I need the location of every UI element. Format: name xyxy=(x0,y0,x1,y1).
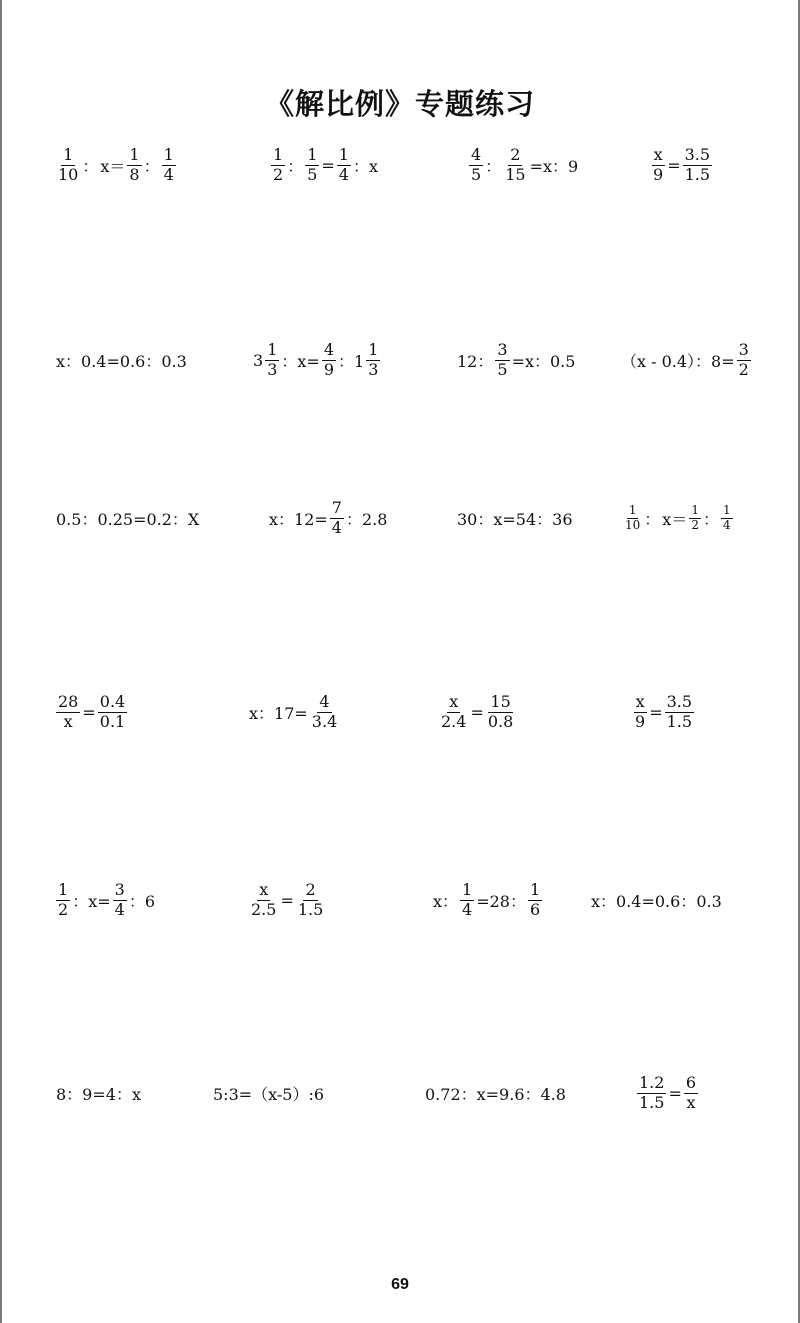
fraction-denominator: 2 xyxy=(273,164,284,184)
fraction xyxy=(366,341,380,379)
fraction-denominator: 2 xyxy=(691,517,699,532)
fraction-denominator: 4 xyxy=(722,517,731,532)
fraction-denominator: 1.5 xyxy=(639,1092,665,1112)
fraction-denominator: 0.8 xyxy=(487,711,514,731)
fraction-denominator: 0.1 xyxy=(99,711,126,731)
fraction-numerator: 6 xyxy=(685,1073,697,1093)
fraction xyxy=(113,881,127,919)
expression-text: 12： xyxy=(457,351,494,371)
fraction xyxy=(651,146,665,184)
problem-10 xyxy=(268,488,388,548)
page-edge-left xyxy=(0,0,2,1323)
expression-text: 3 xyxy=(253,350,264,370)
fraction-denominator: 1.5 xyxy=(666,711,693,731)
problem-7 xyxy=(456,330,576,390)
fraction-denominator: 3.4 xyxy=(311,711,338,731)
fraction-denominator: 6 xyxy=(530,899,541,919)
fraction-numerator: 2 xyxy=(510,145,521,165)
fraction-numerator: 1 xyxy=(58,880,69,900)
fraction-numerator: 3.5 xyxy=(684,145,711,165)
fraction-denominator: x xyxy=(686,1092,696,1112)
page-number: 69 xyxy=(391,1276,409,1293)
expression-text: ：x= xyxy=(281,351,320,371)
fraction xyxy=(98,693,127,731)
fraction-numerator: 1 xyxy=(722,502,731,517)
fraction xyxy=(665,693,694,731)
problem-6 xyxy=(252,330,381,390)
fraction-numerator: 1 xyxy=(338,145,349,165)
problem-9 xyxy=(55,488,200,548)
expression-text: x：0.4=0.6：0.3 xyxy=(56,351,187,371)
fraction xyxy=(265,341,279,379)
fraction xyxy=(460,881,474,919)
expression-text: x：17= xyxy=(249,703,308,723)
fraction xyxy=(310,693,339,731)
fraction xyxy=(439,693,468,731)
problem-5 xyxy=(55,330,188,390)
fraction-numerator: 1.2 xyxy=(639,1073,665,1093)
expression-text: 8：9=4：x xyxy=(56,1084,141,1104)
fraction-numerator: 1 xyxy=(163,145,174,165)
page-title: 《解比例》专题练习 xyxy=(264,87,535,121)
expression-text: x＝ xyxy=(100,156,126,176)
fraction-numerator: 1 xyxy=(267,340,278,360)
expression-text: ：6 xyxy=(128,891,155,911)
fraction-numerator: 1 xyxy=(273,145,284,165)
problem-15 xyxy=(438,682,516,742)
fraction-denominator: 5 xyxy=(497,359,508,379)
problem-20 xyxy=(590,870,723,930)
expression-text: ： xyxy=(143,156,160,176)
expression-text: ： xyxy=(485,156,502,176)
problem-21 xyxy=(55,1063,142,1123)
fraction xyxy=(684,1074,698,1112)
fraction xyxy=(623,504,642,533)
fraction-numerator: 1 xyxy=(63,145,74,165)
fraction xyxy=(56,881,70,919)
fraction-numerator: 1 xyxy=(307,145,318,165)
expression-text: = xyxy=(667,155,681,175)
fraction xyxy=(56,693,80,731)
expression-text: = xyxy=(280,890,294,910)
fraction xyxy=(305,146,319,184)
expression-text: x＝ xyxy=(662,509,688,529)
fraction xyxy=(162,146,176,184)
problem-19 xyxy=(432,870,543,930)
problem-2 xyxy=(270,135,379,195)
fraction-denominator: 1.5 xyxy=(297,899,324,919)
fraction-denominator: 4 xyxy=(163,164,174,184)
fraction-numerator: 3 xyxy=(497,340,508,360)
fraction-denominator: 5 xyxy=(471,164,482,184)
fraction-numerator: 0.4 xyxy=(99,692,126,712)
fraction xyxy=(486,693,515,731)
fraction-numerator: x xyxy=(635,692,645,712)
fraction-numerator: x xyxy=(653,145,663,165)
problem-18 xyxy=(248,870,326,930)
fraction xyxy=(503,146,527,184)
fraction xyxy=(721,504,733,533)
fraction-numerator: 2 xyxy=(305,880,316,900)
fraction xyxy=(249,881,278,919)
fraction-numerator: 3.5 xyxy=(666,692,693,712)
fraction xyxy=(56,146,80,184)
fraction-denominator: 3 xyxy=(267,359,278,379)
fraction-denominator: 15 xyxy=(505,164,526,184)
problem-24 xyxy=(636,1063,699,1123)
fraction-denominator: 2 xyxy=(738,359,749,379)
problem-14 xyxy=(248,682,340,742)
fraction-numerator: 4 xyxy=(471,145,482,165)
fraction-numerator: x xyxy=(449,692,459,712)
fraction-numerator: 1 xyxy=(530,880,541,900)
expression-text: =x：0.5 xyxy=(511,351,576,371)
fraction-numerator: 4 xyxy=(319,692,330,712)
expression-text: 5:3=（x-5）:6 xyxy=(213,1084,325,1104)
expression-text: x：0.4=0.6：0.3 xyxy=(591,891,722,911)
expression-text: ： xyxy=(644,509,661,529)
fraction-denominator: 10 xyxy=(625,517,641,532)
fraction-numerator: x xyxy=(259,880,269,900)
problem-4 xyxy=(650,135,713,195)
fraction-numerator: 1 xyxy=(368,340,379,360)
fraction-numerator: 1 xyxy=(462,880,473,900)
fraction-denominator: 9 xyxy=(653,164,664,184)
fraction-numerator: 7 xyxy=(331,498,342,518)
fraction xyxy=(330,499,344,537)
fraction xyxy=(469,146,483,184)
expression-text: = xyxy=(470,702,484,722)
fraction xyxy=(271,146,285,184)
expression-text: = xyxy=(649,702,663,722)
fraction-numerator: 1 xyxy=(129,145,140,165)
problem-1 xyxy=(55,135,177,195)
fraction-denominator: 4 xyxy=(114,899,125,919)
fraction xyxy=(495,341,509,379)
problem-13 xyxy=(55,682,128,742)
expression-text: = xyxy=(668,1083,682,1103)
fraction xyxy=(637,1074,666,1112)
fraction-denominator: 5 xyxy=(307,164,318,184)
fraction-denominator: 2.4 xyxy=(441,711,467,731)
expression-text: ： xyxy=(702,509,719,529)
problem-11 xyxy=(456,488,574,548)
problem-8 xyxy=(620,330,752,390)
fraction-denominator: 4 xyxy=(331,517,342,537)
expression-text: ： xyxy=(82,156,99,176)
expression-text: =x：9 xyxy=(529,156,579,176)
fraction-numerator: 1 xyxy=(628,502,637,517)
fraction xyxy=(528,881,542,919)
problem-12 xyxy=(622,488,734,548)
expression-text: 0.5：0.25=0.2：X xyxy=(56,509,200,529)
fraction xyxy=(127,146,141,184)
expression-text: = xyxy=(82,702,96,722)
expression-text: ：x xyxy=(352,156,379,176)
fraction-denominator: 9 xyxy=(635,711,646,731)
problem-17 xyxy=(55,870,156,930)
expression-text: ： xyxy=(287,156,304,176)
fraction-denominator: 1.5 xyxy=(684,164,711,184)
problem-3 xyxy=(468,135,579,195)
expression-text: （x - 0.4）：8= xyxy=(621,351,735,371)
fraction xyxy=(737,341,751,379)
expression-text: ：1 xyxy=(338,351,365,371)
fraction xyxy=(689,504,701,533)
fraction xyxy=(296,881,325,919)
expression-text: ：2.8 xyxy=(345,509,388,529)
expression-text: x：12= xyxy=(269,509,328,529)
fraction-denominator: 8 xyxy=(129,164,140,184)
fraction-numerator: 3 xyxy=(738,340,749,360)
fraction xyxy=(683,146,712,184)
fraction-numerator: 28 xyxy=(58,692,79,712)
fraction xyxy=(337,146,351,184)
fraction-denominator: 10 xyxy=(58,164,79,184)
expression-text: =28： xyxy=(476,891,526,911)
problem-23 xyxy=(424,1063,567,1123)
fraction-numerator: 3 xyxy=(114,880,125,900)
expression-text: 30：x=54：36 xyxy=(457,509,573,529)
problem-22 xyxy=(212,1063,325,1123)
fraction-numerator: 4 xyxy=(323,340,334,360)
fraction-denominator: 3 xyxy=(368,359,379,379)
fraction-numerator: 1 xyxy=(691,502,699,517)
fraction-denominator: 9 xyxy=(323,359,334,379)
expression-text: 0.72：x=9.6：4.8 xyxy=(425,1084,566,1104)
expression-text: ：x= xyxy=(72,891,111,911)
fraction xyxy=(633,693,647,731)
fraction-denominator: x xyxy=(63,711,73,731)
expression-text: x： xyxy=(433,891,459,911)
fraction-denominator: 4 xyxy=(338,164,349,184)
fraction-denominator: 2 xyxy=(58,899,69,919)
fraction-denominator: 2.5 xyxy=(251,899,277,919)
problem-16 xyxy=(632,682,695,742)
fraction-numerator: 15 xyxy=(490,692,511,712)
fraction-denominator: 4 xyxy=(462,899,473,919)
expression-text: = xyxy=(321,155,335,175)
fraction xyxy=(322,341,336,379)
